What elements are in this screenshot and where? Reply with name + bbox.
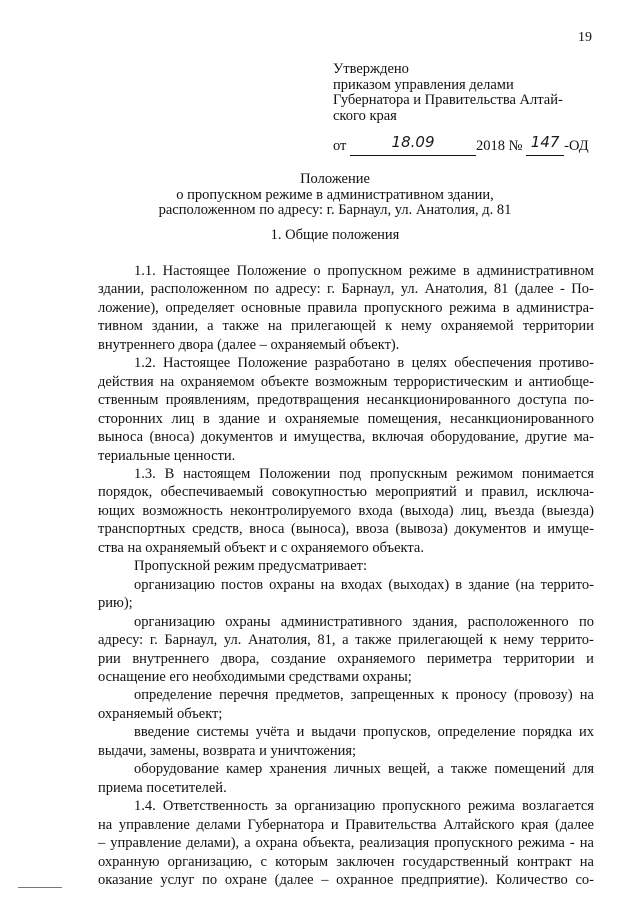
body-word: для <box>572 761 594 778</box>
body-word: помещений <box>494 761 566 778</box>
body-word: и <box>533 521 541 538</box>
body-word: основные <box>241 299 301 316</box>
body-word: края <box>521 816 549 833</box>
body-word: исключа- <box>536 484 594 501</box>
body-word: с <box>260 853 267 870</box>
body-word: расположенного <box>467 613 569 630</box>
body-word: пропускным <box>369 465 448 482</box>
scan-edge-mark <box>18 887 62 888</box>
body-word: 1.4. <box>134 798 156 815</box>
body-word: здании, <box>98 281 145 298</box>
body-line-text: охраняемый объект; <box>98 705 223 722</box>
body-word: за <box>274 798 288 815</box>
body-line <box>98 576 594 594</box>
order-date: 18.09 <box>391 133 435 151</box>
body-word: реализация <box>359 835 430 852</box>
body-word: объекта, <box>302 835 355 852</box>
body-line <box>98 853 594 871</box>
body-word: предотвращения <box>256 392 360 409</box>
body-line <box>98 428 594 446</box>
body-word: организацию <box>294 798 376 815</box>
body-word: со- <box>575 871 594 888</box>
body-word: создание <box>270 650 326 667</box>
body-word: услуг <box>160 871 195 888</box>
body-word: управление <box>110 835 182 852</box>
body-word: обеспечиваемый <box>160 484 264 501</box>
body-word: территории <box>503 650 575 667</box>
body-word: также <box>355 632 392 649</box>
body-word: делами <box>196 816 241 833</box>
body-word: системы <box>196 724 249 741</box>
body-word: на <box>267 318 283 335</box>
body-word: внутреннего <box>132 650 210 667</box>
body-word: (вывоза) <box>395 521 448 538</box>
body-word: правила <box>307 299 358 316</box>
body-word: государственный <box>402 853 509 870</box>
body-word: прилегающей <box>398 632 484 649</box>
body-word: Ответственность <box>162 798 268 815</box>
body-word: предметов, <box>275 687 344 704</box>
order-year: 2018 № <box>476 138 523 154</box>
order-prefix: от <box>333 138 347 154</box>
body-word: здании, <box>151 318 199 335</box>
body-word: 81, <box>317 632 336 649</box>
body-word: порядка <box>522 724 573 741</box>
body-word: учёта <box>255 724 290 741</box>
body-word: а <box>207 318 214 335</box>
body-word: ул. <box>223 632 242 649</box>
body-word: террито- <box>540 576 594 593</box>
body-word: пропускного <box>363 299 443 316</box>
body-word: в <box>462 263 470 279</box>
body-word: режима <box>517 835 565 852</box>
body-word: помещения, <box>367 410 442 427</box>
body-word: перечня <box>219 687 269 704</box>
body-word: организацию <box>134 613 215 630</box>
body-word: террито- <box>540 632 594 649</box>
body-word: Барнаул, <box>164 632 218 649</box>
body-word: постов <box>221 576 264 593</box>
body-word: введение <box>134 724 190 741</box>
body-word: (выноса), <box>291 521 350 538</box>
approval-line: Утверждено <box>333 61 409 77</box>
body-word: - <box>569 835 575 852</box>
body-word: проносу <box>455 687 507 704</box>
body-word: пропускного <box>382 798 461 815</box>
body-word: - <box>560 281 565 298</box>
body-word: режима <box>449 299 497 316</box>
body-line <box>98 723 594 741</box>
body-line-text: оснащение его необходимыми средствами охраны; <box>98 668 412 685</box>
body-word: и <box>514 373 523 390</box>
title-line: о пропускном режиме в административном здании, <box>176 186 494 203</box>
body-word: по <box>202 871 218 888</box>
body-word: разработано <box>314 355 391 372</box>
body-word: тивном <box>98 318 143 335</box>
body-word: территории <box>522 318 594 335</box>
body-word: на <box>159 373 175 390</box>
body-word: определение <box>437 724 516 741</box>
body-word: (вноса) <box>149 429 195 446</box>
body-word: делами), <box>186 835 240 852</box>
body-line <box>98 299 594 317</box>
body-word: По- <box>571 281 594 298</box>
body-word: охраны <box>225 613 271 630</box>
body-word: организацию, <box>167 853 253 870</box>
body-word: периметра <box>426 650 492 667</box>
body-word: о <box>313 263 321 279</box>
body-word: мероприятий <box>375 484 457 501</box>
body-word: заключен <box>336 853 395 870</box>
body-word: правил, <box>481 484 529 501</box>
body-word: ма- <box>573 429 594 446</box>
body-word: их <box>578 724 594 741</box>
body-word: охраняемые <box>284 410 359 427</box>
body-word: Анатолия, <box>248 632 311 649</box>
body-word: понимается <box>521 465 594 482</box>
body-word: определение <box>134 687 212 704</box>
order-date-field <box>350 133 476 156</box>
body-word: объекте <box>260 373 309 390</box>
body-word: расположенном <box>150 281 248 298</box>
body-line <box>98 631 594 649</box>
body-word: доступа <box>517 392 567 409</box>
body-word: Положение <box>236 263 307 279</box>
body-line <box>98 613 594 631</box>
body-word: пропускного <box>434 835 513 852</box>
body-word: и <box>586 650 594 667</box>
body-word: Алтайского <box>443 816 515 833</box>
body-word: также <box>450 761 488 778</box>
body-word: – <box>98 835 106 852</box>
body-line <box>98 760 594 778</box>
body-word: проявлениям, <box>165 392 250 409</box>
body-word: лиц <box>171 410 195 427</box>
body-word: вноса <box>249 521 285 538</box>
body-word: включая <box>371 429 424 446</box>
body-word: порядок, <box>98 484 153 501</box>
body-line-text: приема посетителей. <box>98 779 227 796</box>
body-word: возможным <box>314 373 388 390</box>
body-word: выдачи <box>311 724 357 741</box>
body-word: ул. <box>400 281 419 298</box>
page-number: 19 <box>578 30 592 45</box>
body-word: предприятие). <box>401 871 489 888</box>
body-word: охраняемом <box>180 373 255 390</box>
approval-block <box>333 62 593 124</box>
order-number: 147 <box>530 133 560 151</box>
body-word: камер <box>226 761 263 778</box>
body-word: режима <box>468 798 515 815</box>
title-line: расположенном по адресу: г. Барнаул, ул. Анатолия, д. 81 <box>158 202 512 218</box>
body-word: имущества, <box>293 429 366 446</box>
body-word: охрана <box>255 835 298 852</box>
body-word: документов <box>200 429 274 446</box>
body-line <box>98 502 594 520</box>
body-word: по <box>254 281 270 298</box>
body-word: имуще- <box>547 521 594 538</box>
body-word: на <box>579 687 594 704</box>
body-line-text: рию); <box>98 595 133 612</box>
body-word: в <box>202 410 210 427</box>
body-word: (выхода) <box>399 502 454 519</box>
body-word: администра- <box>516 299 594 316</box>
body-word: охраны <box>269 576 315 593</box>
body-word: в <box>502 299 510 316</box>
body-word: по- <box>574 392 594 409</box>
body-word: документов <box>454 521 527 538</box>
body-word: 1.1. <box>134 263 156 279</box>
body-line <box>98 354 594 372</box>
body-word: целях <box>411 355 447 372</box>
body-word: к <box>441 687 449 704</box>
body-word: другие <box>525 429 568 446</box>
body-word: здание <box>468 576 510 593</box>
body-word: к <box>385 318 393 335</box>
approval-line: приказом управления делами <box>333 76 514 93</box>
body-word: входах <box>340 576 383 593</box>
body-word: запрещенных <box>350 687 435 704</box>
body-word: режимом <box>456 465 514 482</box>
body-word: несанкционированного <box>450 410 594 427</box>
order-number-field <box>526 133 564 156</box>
body-word: охране <box>224 871 267 888</box>
body-word: лиц, <box>460 502 488 519</box>
body-word: двора, <box>220 650 260 667</box>
body-line <box>98 317 594 335</box>
body-line <box>98 594 594 612</box>
body-text <box>98 262 594 889</box>
body-word: ввоза <box>355 521 389 538</box>
body-line <box>98 373 594 391</box>
body-word: в <box>397 355 405 372</box>
body-word: на <box>579 835 594 852</box>
body-word: Количество <box>495 871 568 888</box>
order-line <box>333 133 589 156</box>
body-word: нему <box>503 632 534 649</box>
body-word: противо- <box>538 355 594 372</box>
body-word: средств, <box>192 521 243 538</box>
body-word: определяет <box>165 299 235 316</box>
body-line-text: Пропускной режим предусматривает: <box>134 558 367 575</box>
body-word: Губернатора <box>247 816 325 833</box>
body-word: также <box>222 318 259 335</box>
body-line <box>98 797 594 815</box>
body-word: Правительства <box>345 816 437 833</box>
body-word: охранное <box>336 871 394 888</box>
body-word: хранения <box>269 761 327 778</box>
body-word: Барнаул, <box>341 281 395 298</box>
body-word: организацию <box>134 576 215 593</box>
body-word: антиобще- <box>528 373 594 390</box>
body-word: неконтролируемого <box>230 502 352 519</box>
body-word: транспортных <box>98 521 186 538</box>
body-word: нему <box>401 318 432 335</box>
body-word: здание <box>218 410 260 427</box>
body-word: г. <box>149 632 158 649</box>
body-word: пропускном <box>327 263 403 279</box>
body-word: а <box>244 835 251 852</box>
approval-line: Губернатора и Правительства Алтай- <box>333 92 563 108</box>
body-line-text: внутреннего двора (далее – охраняемый объект). <box>98 336 400 353</box>
body-line <box>98 779 594 797</box>
body-line <box>98 871 594 889</box>
title-line: Положение <box>300 171 370 187</box>
body-word: и <box>279 429 288 446</box>
body-word: (провозу) <box>513 687 573 704</box>
body-line <box>98 336 594 354</box>
body-word: охраняемой <box>440 318 514 335</box>
body-line <box>98 668 594 686</box>
body-word: под <box>339 465 362 482</box>
body-line <box>98 816 594 834</box>
body-line <box>98 834 594 852</box>
body-word: действия <box>98 373 154 390</box>
body-word: а <box>342 632 349 649</box>
body-line <box>98 262 594 280</box>
body-word: обеспечения <box>454 355 532 372</box>
body-word: въезда <box>494 502 535 519</box>
body-word: ющих <box>98 502 136 519</box>
approval-line: ского края <box>333 107 397 124</box>
body-word: (на <box>515 576 535 593</box>
body-word: которым <box>275 853 329 870</box>
body-line <box>98 465 594 483</box>
body-word: настоящем <box>183 465 251 482</box>
body-line <box>98 520 594 538</box>
body-word: 1.2. <box>134 355 156 372</box>
body-line-text: териальные ценности. <box>98 447 236 464</box>
body-word: охранную <box>98 853 160 870</box>
body-line <box>98 410 594 428</box>
body-word: оборудование, <box>430 429 519 446</box>
body-word: по <box>578 613 594 630</box>
body-word: административного <box>280 613 403 630</box>
body-word: – <box>321 871 329 888</box>
body-line <box>98 391 594 409</box>
body-word: возможность <box>142 502 223 519</box>
body-word: вещей, <box>388 761 431 778</box>
body-word: выноса <box>98 429 144 446</box>
body-word: здания, <box>412 613 458 630</box>
body-word: личных <box>333 761 381 778</box>
body-word: Настоящее <box>163 355 231 372</box>
body-word: г. <box>327 281 335 298</box>
body-word: пропусков, <box>362 724 431 741</box>
body-word: входа <box>358 502 393 519</box>
body-word: (далее <box>555 816 594 833</box>
body-line <box>98 742 594 760</box>
body-word: режиме <box>408 263 457 279</box>
body-word: оказание <box>98 871 153 888</box>
body-word: и <box>268 410 277 427</box>
body-word: (далее <box>514 281 554 298</box>
body-line <box>98 650 594 668</box>
body-word: 81 <box>493 281 509 298</box>
body-line <box>98 280 594 298</box>
body-word: адресу: <box>98 632 144 649</box>
body-word: управление <box>118 816 190 833</box>
body-word: ственным <box>98 392 159 409</box>
body-line-text: ства на охраняемый объект и с охраняемого объекта. <box>98 539 424 556</box>
body-word: на <box>98 816 113 833</box>
body-word: административном <box>476 263 594 279</box>
body-word: (выезда) <box>541 502 594 519</box>
body-word: (выходах) <box>388 576 450 593</box>
body-line <box>98 483 594 501</box>
body-word: и <box>296 724 305 741</box>
body-word: Положении <box>259 465 331 482</box>
body-word: охраняемого <box>337 650 416 667</box>
body-word: несанкционированного <box>366 392 511 409</box>
body-word: рии <box>98 650 121 667</box>
body-word: адресу: <box>275 281 321 298</box>
body-word: ложение), <box>98 299 159 316</box>
body-word: совокупностью <box>271 484 367 501</box>
body-word: оборудование <box>134 761 219 778</box>
body-line <box>98 705 594 723</box>
body-word: сторонних <box>98 410 163 427</box>
body-word: Положение <box>237 355 308 372</box>
body-word: возлагается <box>522 798 594 815</box>
body-word: контракт <box>516 853 572 870</box>
body-word: в <box>455 576 463 593</box>
body-word: (далее <box>274 871 314 888</box>
body-word: и <box>330 816 339 833</box>
body-word: и <box>465 484 473 501</box>
body-line <box>98 447 594 465</box>
body-word: В <box>164 465 175 482</box>
body-word: прилегающей <box>291 318 377 335</box>
body-word: на <box>320 576 335 593</box>
section-heading: 1. Общие положения <box>270 227 400 243</box>
order-suffix: -ОД <box>564 138 589 154</box>
body-word: а <box>437 761 444 778</box>
body-word: на <box>579 853 594 870</box>
body-word: Настоящее <box>162 263 230 279</box>
body-line <box>98 539 594 557</box>
body-word: 1.3. <box>134 465 156 482</box>
document-title <box>100 172 570 219</box>
body-line <box>98 686 594 704</box>
body-word: террористическим <box>393 373 509 390</box>
body-word: к <box>489 632 497 649</box>
body-word: Анатолия, <box>424 281 488 298</box>
body-line <box>98 557 594 575</box>
body-line-text: выдачи, замены, возврата и уничтожения; <box>98 742 357 759</box>
